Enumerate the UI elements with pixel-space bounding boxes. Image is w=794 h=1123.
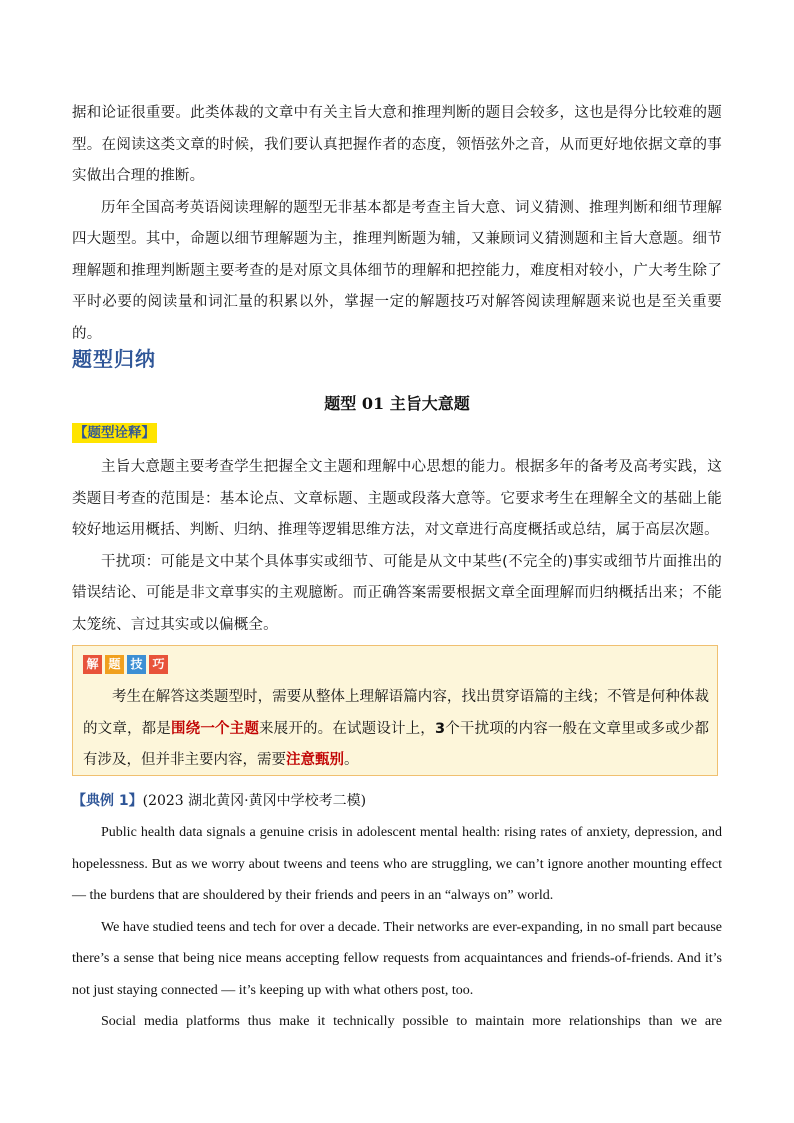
passage-paragraph-1: Public health data signals a genuine crisis in adolescent mental health: rising rates of anxiety, depression, and hopelessness. But as we worry about tweens and teens who are struggling, we can’t ignore another mounting effect — the burdens that are shouldered by their friends and peers in an “always on” world. [72,825,722,903]
reading-passage [72,817,722,1038]
tips-text-end: 。 [344,752,359,768]
example-label: 【典例 1】 [72,793,143,809]
tips-highlight-discern: 注意甄别 [286,752,344,768]
section-heading: 题型归纳 [72,347,156,371]
tips-badge-2: 题 [105,655,124,674]
question-type-title: 题型 01 主旨大意题 [324,394,470,413]
tips-text-part3: 个干扰项的内容一般在文章里或多或少都有涉及，但并非主要内容，需要 [83,720,710,768]
passage-paragraph-3-partial: Social media platforms thus make it technically possible to maintain more relationships than we are [101,1014,722,1029]
example-source: (2023 湖北黄冈·黄冈中学校考二模) [142,793,367,809]
intro-paragraph-question-types: 历年全国高考英语阅读理解的题型无非基本都是考查主旨大意、词义猜测、推理判断和细节理解四大题型。其中，命题以细节理解题为主，推理判断题为辅，又兼顾词义猜测题和主旨大意题。细节理解题和推理判断题主要考查的是对原文具体细节的理解和把控能力，难度相对较小，广大考生除了平时必要的阅读量和词汇量的积累以外，掌握一定的解题技巧对解答阅读理解题来说也是至关重要的。 [72,199,722,342]
explanation-paragraph-distractors: 干扰项：可能是文中某个具体事实或细节、可能是从文中某些(不完全的)事实或细节片面推出的错误结论、可能是非文章事实的主观臆断。而正确答案需要根据文章全面理解而归纳概括出来；不能太笼统、言过其实或以偏概全。 [72,553,722,633]
intro-block [72,98,722,350]
intro-paragraph-continued: 据和论证很重要。此类体裁的文章中有关主旨大意和推理判断的题目会较多，这也是得分比较难的题型。在阅读这类文章的时候，我们要认真把握作者的态度，领悟弦外之音，从而更好地依据文章的事实做出合理的推断。 [72,105,722,184]
example-heading [72,792,366,810]
tips-badge-group [83,655,168,674]
passage-paragraph-2: We have studied teens and tech for over a decade. Their networks are ever-expanding, in no small part because there’s a sense that being nice means accepting fellow requests from acquaintances and friends-of-friends. And it’s not just staying connected — it’s keeping up with what others post, too. [72,919,722,998]
tips-text-part2: 来展开的。在试题设计上， [259,720,435,737]
tips-badge-4: 巧 [149,655,168,674]
tips-highlight-theme: 围绕一个主题 [171,720,259,737]
type-explanation-tag: 【题型诠释】 [74,425,155,441]
tips-badge-1: 解 [83,655,102,674]
explanation-block [72,452,722,641]
tips-badge-3: 技 [127,655,146,674]
tips-text-part1: 考生在解答这类题型时，需要从整体上理解语篇内容，找出贯穿语篇的主线；不管是何种体裁的文章，都是 [83,689,709,737]
explanation-paragraph-main-idea: 主旨大意题主要考查学生把握全文主题和理解中心思想的能力。根据多年的备考及高考实践，这类题目考查的范围是：基本论点、文章标题、主题或段落大意等。它要求考生在理解全文的基础上能较好地运用概括、判断、归纳、推理等逻辑思维方法，对文章进行高度概括或总结，属于高层次题。 [72,459,722,538]
problem-solving-tips-box [72,645,718,776]
tips-text [83,682,709,777]
tips-number-three: 3 [434,720,446,737]
